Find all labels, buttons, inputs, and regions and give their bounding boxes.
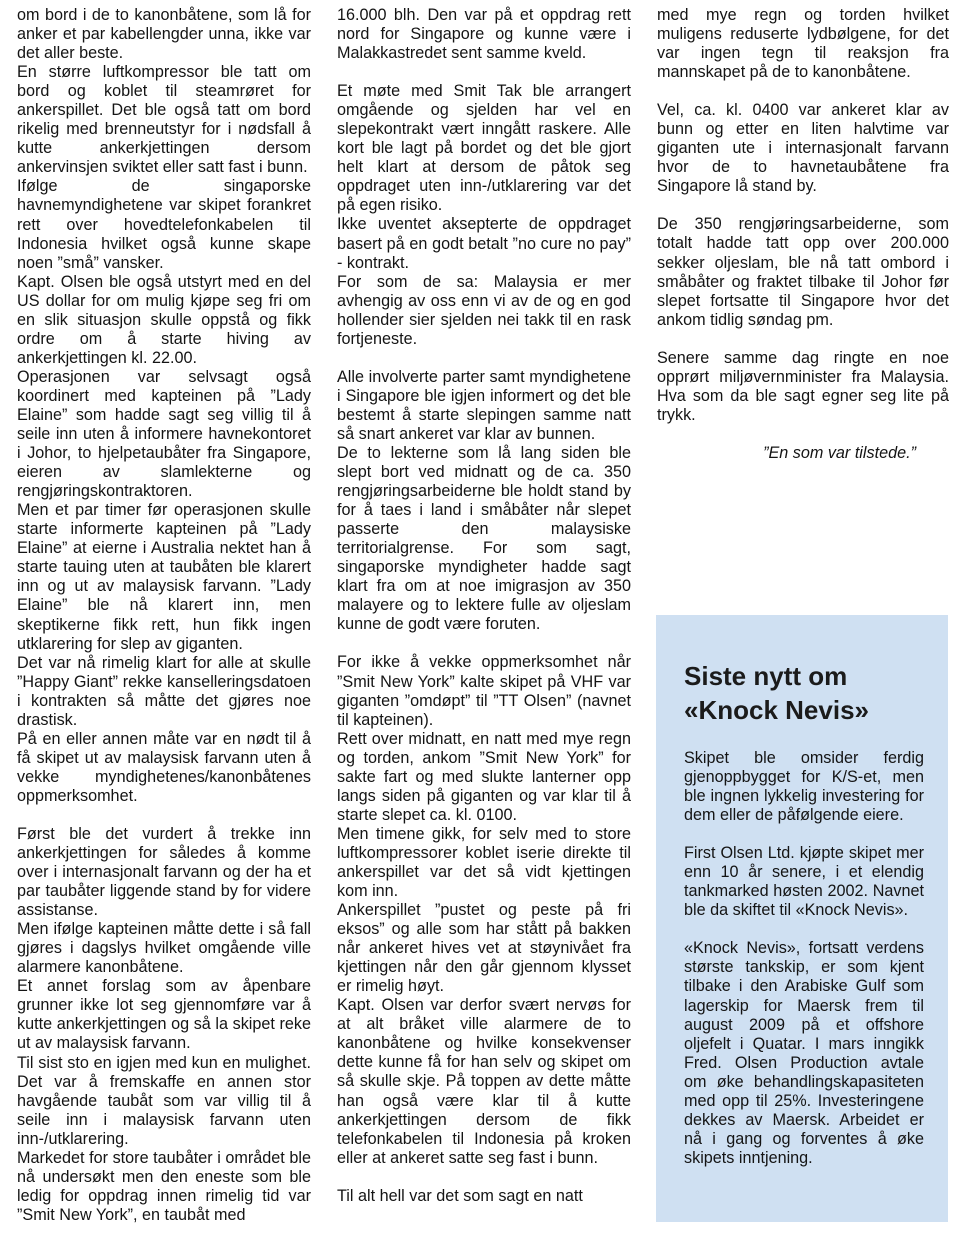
paragraph: Ikke uventet aksepterte de oppdraget basert på en godt betalt ”no cure no pay” - kontrakt.: [337, 215, 631, 272]
article-column-2: [337, 6, 631, 1206]
paragraph: 16.000 blh. Den var på et oppdrag rett nord for Singapore og kunne være i Malakkastredet sent samme kveld.: [337, 6, 631, 63]
paragraph: Kapt. Olsen var derfor svært nervøs for at alt bråket ville alarmere de to kanonbåtene og hvilke konsekvenser dette kunne få for han selv og skipet om så skulle skje. På toppen av dette måtte han også være klar til å kutte ankerkjettingen dersom de fikk telefonkabelen til Indonesia på kroken eller at ankeret satte seg fast i bunn.: [337, 996, 631, 1167]
paragraph: om bord i de to kanonbåtene, som lå for anker et par kabellengder unna, ikke var det aller beste.: [17, 6, 311, 63]
article-column-1: [17, 6, 311, 1225]
news-sidebar-box: [656, 615, 948, 1222]
sidebar-paragraph: Skipet ble omsider ferdig gjenoppbygget for K/S-et, men ble ingnen lykkelig investering for dem eller de påfølgende eiere.: [684, 749, 924, 825]
paragraph: Men et par timer før operasjonen skulle starte informerte kapteinen på ”Lady Elaine” at eierne i Australia nektet han å starte tauing uten at taubåten ble klarert inn og ut av malaysisk farvann. ”Lady Elaine” ble nå klarert inn, men skeptikerne fikk rett, hun fikk ingen utklarering for slep av giganten.: [17, 501, 311, 653]
paragraph: Et møte med Smit Tak ble arrangert omgående og sjelden har vel en slepekontrakt vært inngått raskere. Alle kort ble lagt på bordet og det ble gjort helt klart at dersom de påtok seg oppdraget uten inn-/utklarering var det på egen risiko.: [337, 82, 631, 215]
paragraph: En større luftkompressor ble tatt om bord og koblet til steamrøret for ankerspillet. Det ble også tatt om bord rikelig med brenneutstyr for i nødsfall å kutte ankerkjettingen dersom ankervinsjen sviktet eller satt fast i bunn.: [17, 63, 311, 177]
paragraph: Vel, ca. kl. 0400 var ankeret klar av bunn og etter en liten halvtime var giganten ute i internasjonalt farvann hvor de to havnetaubåtene fra Singapore lå stand by.: [657, 101, 949, 196]
paragraph: Først ble det vurdert å trekke inn ankerkjettingen for således å komme over i internasjonalt farvann og der ha et par taubåter liggende stand by for videre assistanse.: [17, 824, 311, 920]
paragraph: Operasjonen var selvsagt også koordinert med kapteinen på ”Lady Elaine” som hadde sagt seg villig til å seile inn uten å informere havnekontoret i Johor, to hjelpetaubåter fra Singapore, eieren av slamlekterne og rengjøringskontraktoren.: [17, 367, 311, 501]
paragraph: Men timene gikk, for selv med to store luftkompressorer koblet iserie direkte til ankerspillet var det så vidt kjettingen kom inn.: [337, 824, 631, 901]
author-signature: ”En som var tilstede.”: [763, 443, 916, 462]
paragraph: Rett over midnatt, en natt med mye regn og torden, ankom ”Smit New York” for sakte fart og med slukte lanterner opp langs siden på giganten og var klar til å starte slepet ca. kl. 0100.: [337, 729, 631, 824]
paragraph: Senere samme dag ringte en noe opprørt miljøvernminister fra Malaysia. Hva som da ble sagt egner seg lite på trykk.: [657, 348, 949, 424]
sidebar-title: Siste nytt om «Knock Nevis»: [684, 661, 869, 725]
article-column-3: [657, 6, 949, 463]
sidebar-paragraph: «Knock Nevis», fortsatt verdens største tankskip, er som kjent tilbake i den Arabiske Gulf som lagerskip for Maersk frem til august 2009 på et offshore oljefelt i Quatar. I mars inngikk Fred. Olsen Production avtale om øke behandlingskapasiteten med opp til 25%. Investeringene dekkes av Maersk. Arbeidet er nå i gang og forventes å øke skipets inntjening.: [684, 939, 924, 1167]
paragraph: Et annet forslag som av åpenbare grunner ikke lot seg gjennomføre var å kutte ankerkjettingen og så la skipet reke ut av malaysisk farvann.: [17, 977, 311, 1053]
paragraph: For som de sa: Malaysia er mer avhengig av oss enn vi av de og en god hollender sier sjelden nei takk til en rask fortjeneste.: [337, 272, 631, 348]
paragraph: med mye regn og torden hvilket muligens reduserte lydbølgene, for det var ingen tegn til reaksjon fra mannskapet på de to kanonbåtene.: [657, 6, 949, 82]
sidebar-paragraph: First Olsen Ltd. kjøpte skipet mer enn 10 år senere, i et elendig tankmarked høsten 2002. Navnet ble da skiftet til «Knock Nevis».: [684, 844, 924, 920]
paragraph: Til alt hell var det som sagt en natt: [337, 1186, 583, 1205]
paragraph: Til sist sto en igjen med kun en mulighet. Det var å fremskaffe en annen stor havgående taubåt som var villig til å seile inn i malaysisk farvann uten inn-/utklarering.: [17, 1053, 311, 1148]
paragraph: Alle involverte parter samt myndighetene i Singapore ble igjen informert og det ble bestemt å starte slepingen samme natt så snart ankeret var klar av bunnen.: [337, 367, 631, 443]
paragraph: De 350 rengjøringsarbeiderne, som totalt hadde tatt opp over 200.000 sekker oljeslam, ble nå tatt ombord i småbåter og fraktet tilbake til Johor før slepet fortsatte til Singapore hvor det ankom tidlig søndag pm.: [657, 215, 949, 329]
paragraph: Ankerspillet ”pustet og peste på fri eksos” og alle som har stått på bakken når ankeret hives vet at støynivået fra kjettingen når den går gjennom klysset er rimelig høyt.: [337, 901, 631, 996]
paragraph: Men ifølge kapteinen måtte dette i så fall gjøres i dagslys hvilket omgående ville alarmere kanonbåtene.: [17, 920, 311, 977]
paragraph: De to lekterne som lå lang siden ble slept bort ved midnatt og de ca. 350 rengjøringsarbeiderne ble holdt stand by for å taes i land i småbåter når slepet passerte den malaysiske territorialgrense. For som sagt, singaporske myndigheter hadde sagt klart fra om at noe imigrasjon av 350 malayere og to lektere fulle av oljeslam kunne de godt være foruten.: [337, 443, 631, 634]
paragraph: Det var nå rimelig klart for alle at skulle ”Happy Giant” rekke kanselleringsdatoen i kontrakten så måtte det gjøres noe drastisk.: [17, 653, 311, 729]
paragraph: Kapt. Olsen ble også utstyrt med en del US dollar for om mulig kjøpe seg fri om en slik situasjon skulle oppstå og fikk ordre om å starte hiving av ankerkjettingen kl. 22.00.: [17, 272, 311, 367]
paragraph: Ifølge de singaporske havnemyndighetene var skipet forankret rett over hovedtelefonkabelen til Indonesia hvilket også kunne skape noen ”små” vansker.: [17, 177, 311, 272]
paragraph: På en eller annen måte var en nødt til å få skipet ut av malaysisk farvann uten å vekke myndighetenes/kanonbåtenes oppmerksomhet.: [17, 729, 311, 805]
paragraph: Markedet for store taubåter i området ble nå undersøkt men den eneste som ble ledig for oppdrag innen rimelig tid var ”Smit New York”, en taubåt med: [17, 1148, 311, 1224]
paragraph: For ikke å vekke oppmerksomhet når ”Smit New York” kalte skipet på VHF var giganten ”omdøpt” til ”TT Olsen” (navnet til kapteinen).: [337, 653, 631, 729]
